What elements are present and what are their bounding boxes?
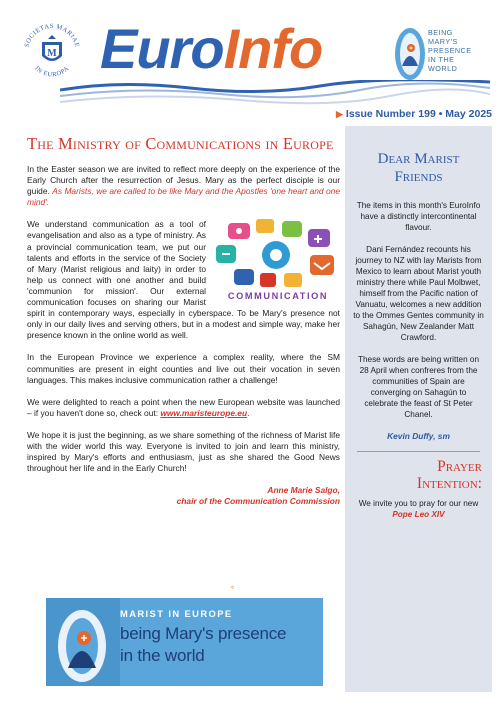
masthead-euro: Euro [100,17,224,80]
sidebar-divider [357,451,480,452]
prayer-heading-line-1: Prayer [437,458,482,475]
communication-graphic [212,219,340,303]
logo-arc-bottom: IN EUROPA [33,64,71,79]
logo-caption-line: PRESENCE [428,46,472,55]
article-paragraph-3: In the European Province we experience a complex reality, where the SM communities are present in eight counties and live out their vocation in seven languages. This makes inclusive communication rather a challenge! [27,352,340,385]
logo-caption-line: IN THE [428,55,455,64]
decorative-dot: ° [231,585,235,594]
svg-text:M: M [47,48,57,59]
masthead-title [100,14,390,84]
banner-tagline-1: being Mary's presence [120,624,287,643]
website-link[interactable]: www.maristeurope.eu [160,407,248,418]
prayer-emphasis: Pope Leo XIV [392,510,445,519]
prayer-heading [353,458,482,492]
prayer-text-main: We invite you to pray for our new [358,499,479,508]
logo-caption-line: WORLD [428,64,458,73]
svg-text:IN EUROPA [33,65,70,79]
sidebar-paragraph-1: The items in this month's EuroInfo have a distinctly intercontinental flavour. [356,201,481,232]
prayer-text [353,498,484,520]
logo-caption-line: MARY'S [428,37,458,46]
p1-text: In the Easter season we are invited to reflect more deeply on the experience of the Early Church after the resurrection of Jesus. Mary as the perfect disciple is our guide. [27,164,340,197]
signature-name: Anne Marie Salgo, [267,485,340,496]
p4-text: We were delighted to reach a point when the new European website was launched – if you haven't done so, check out: [27,396,340,418]
article-signature [27,485,340,507]
article-paragraph-1 [27,164,340,208]
banner-tagline-2: in the world [120,646,205,665]
prayer-heading-line-2: Intention: [416,475,482,492]
p1-emphasis: As Marists, we are called to be like Mary and the Apostles 'one heart and one mind'. [27,186,340,208]
sidebar-paragraph-2: Dani Fernández recounts his journey to NZ with lay Marists from Mexico to learn about Marist youth ministry there while Paul Molbwet, himself from the Pacific nation of Vanuatu, welcomes a new addition to the Ommes Gentes community in Sahagún, New Zealander Matt Crawford. [353,245,484,342]
societas-mariae-logo [18,16,86,84]
main-article [27,126,340,507]
communication-label: COMMUNICATION [227,291,329,302]
logo-arc-top: SOCIETAS MARIAE [23,22,81,49]
logo-right-caption [428,28,492,73]
issue-line [292,108,492,120]
signature-role: chair of the Communication Commission [176,496,340,507]
banner-kicker: MARIST IN EUROPE [120,608,233,619]
communication-icons [212,219,340,291]
article-paragraph-2-wrap [27,219,340,341]
marist-europe-banner [46,598,323,686]
issue-text: Issue Number 199 • May 2025 [345,108,492,120]
logo-caption-line: BEING [428,28,453,37]
article-paragraph-5: We hope it is just the beginning, as we share something of the richness of Marist life with the wider world this way. Everyone is invited to join and learn this ministry, inspired by Mary's efforts and enthusiasm, just as she shared the Good News throughout her life and in the Early Church! [27,429,340,474]
sidebar-heading [353,150,484,186]
triangle-bullet-icon: ▶ [335,109,343,119]
sidebar-signature: Kevin Duffy, sm [387,431,450,441]
sidebar-heading-line-1: Dear Marist [377,151,460,167]
sidebar-heading-line-2: Friends [394,169,443,185]
sidebar-paragraph-3: These words are being written on 28 April when confreres from the communities of Spain are converging on Sahagún to celebrate the feast of St Peter Chanel. [357,355,480,419]
article-title: The Ministry of Communications in Europe [27,134,334,153]
article-paragraph-2: We understand communication as a tool of evangelisation and also as a type of ministry. As a provincial communication team, we put our talents and efforts in the service of the Society of Mary (Marist religious and laity) in order to help us connect with one another and build 'communion for mission'. Our external communication focuses on sharing our Marist spirit in contemporary ways, especially in cyberspace. To be Mary's presence not only in our daily lives and serving others, but in a modest and simple way, make her presence known in the online world as well. [27,219,340,341]
p4-end: . [247,407,250,418]
sidebar-box [345,126,492,692]
article-paragraph-4 [27,397,340,419]
masthead-info: Info [223,17,323,80]
mary-figure-icon [46,598,120,686]
